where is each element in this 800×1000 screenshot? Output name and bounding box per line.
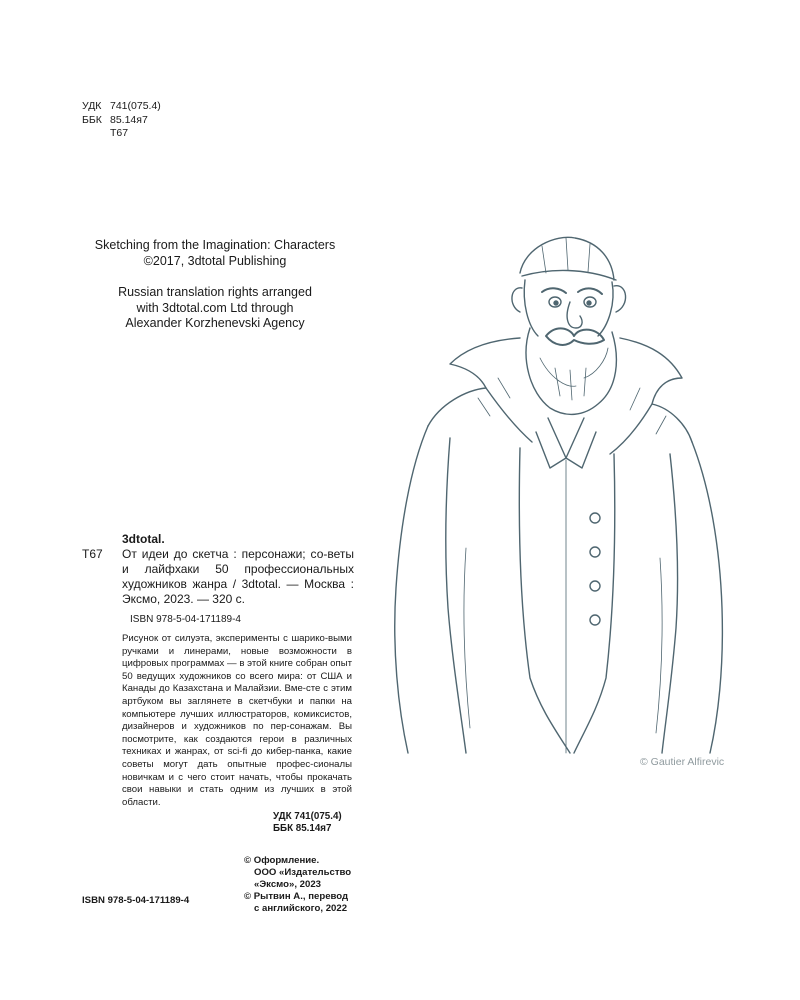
translation-line-1: Russian translation rights arranged <box>118 285 312 299</box>
entry-code: Т67 <box>82 547 103 561</box>
bibliographic-entry <box>82 532 354 607</box>
rights-block <box>80 238 350 332</box>
udk-row <box>82 100 161 114</box>
copyright-block <box>244 855 351 915</box>
bottom-classification-codes <box>273 811 342 835</box>
bbk-label: ББК <box>82 113 102 126</box>
entry-author: 3dtotal. <box>122 532 165 546</box>
bottom-udk: УДК 741(075.4) <box>273 811 342 822</box>
illustration-credit: © Gautier Alfirevic <box>640 756 725 768</box>
translation-line-2: with 3dtotal.com Ltd through <box>136 300 294 315</box>
top-classification-codes <box>82 100 161 141</box>
original-title: Sketching from the Imagination: Characters <box>94 238 336 252</box>
entry-description: От идеи до скетча : персонажи; со-веты и лайфхаки 50 профессиональных художников жанра / 3dtotal. — Москва : Эксмо, 2023. — 320 с. <box>122 547 354 606</box>
udk-label: УДК <box>82 100 102 112</box>
udk-value: 741(075.4) <box>110 100 161 112</box>
copyright-line-2: ООО «Издательство <box>254 867 352 878</box>
bbk-row <box>82 114 161 128</box>
bottom-bbk: ББК 85.14я7 <box>273 823 332 834</box>
copyright-line-1: © Оформление. <box>244 855 320 866</box>
abstract-text: Рисунок от силуэта, эксперименты с шарико-выми ручками и линерами, новые возможности в цифровых программах — в этой книге собран опыт 50 ведущих художников со всего мира: от США и Канады до Казахстана и Малайзии. Вме-сте с этим артбуком вы заглянете в скетчбуки и папки на компьютере лучших иллюстраторов, комиксистов, дизайнеров и художников по пер-сонажам. Вы посмотрите, как создаются герои в различных техниках и жанрах, от sci-fi до кибер-панка, какие советы могут дать опытные профес-сионалы новичкам и с чего стоит начать, чтобы прокачать свои навыки и стать одним из лучших в этой области. <box>122 633 352 808</box>
character-sketch-illustration <box>370 228 750 758</box>
entry-description-block <box>82 547 354 607</box>
copyright-line-5: с английского, 2022 <box>254 903 348 914</box>
copyright-line-3: «Эксмо», 2023 <box>254 879 322 890</box>
author-mark: Т67 <box>110 127 129 139</box>
translation-line-3: Alexander Korzhenevski Agency <box>125 316 305 330</box>
original-copyright: ©2017, 3dtotal Publishing <box>143 253 287 268</box>
entry-isbn: ISBN 978-5-04-171189-4 <box>130 614 241 625</box>
isbn-bottom: ISBN 978-5-04-171189-4 <box>82 895 190 906</box>
copyright-line-4: © Рытвин А., перевод <box>244 891 349 902</box>
bbk-value: 85.14я7 <box>110 113 148 126</box>
